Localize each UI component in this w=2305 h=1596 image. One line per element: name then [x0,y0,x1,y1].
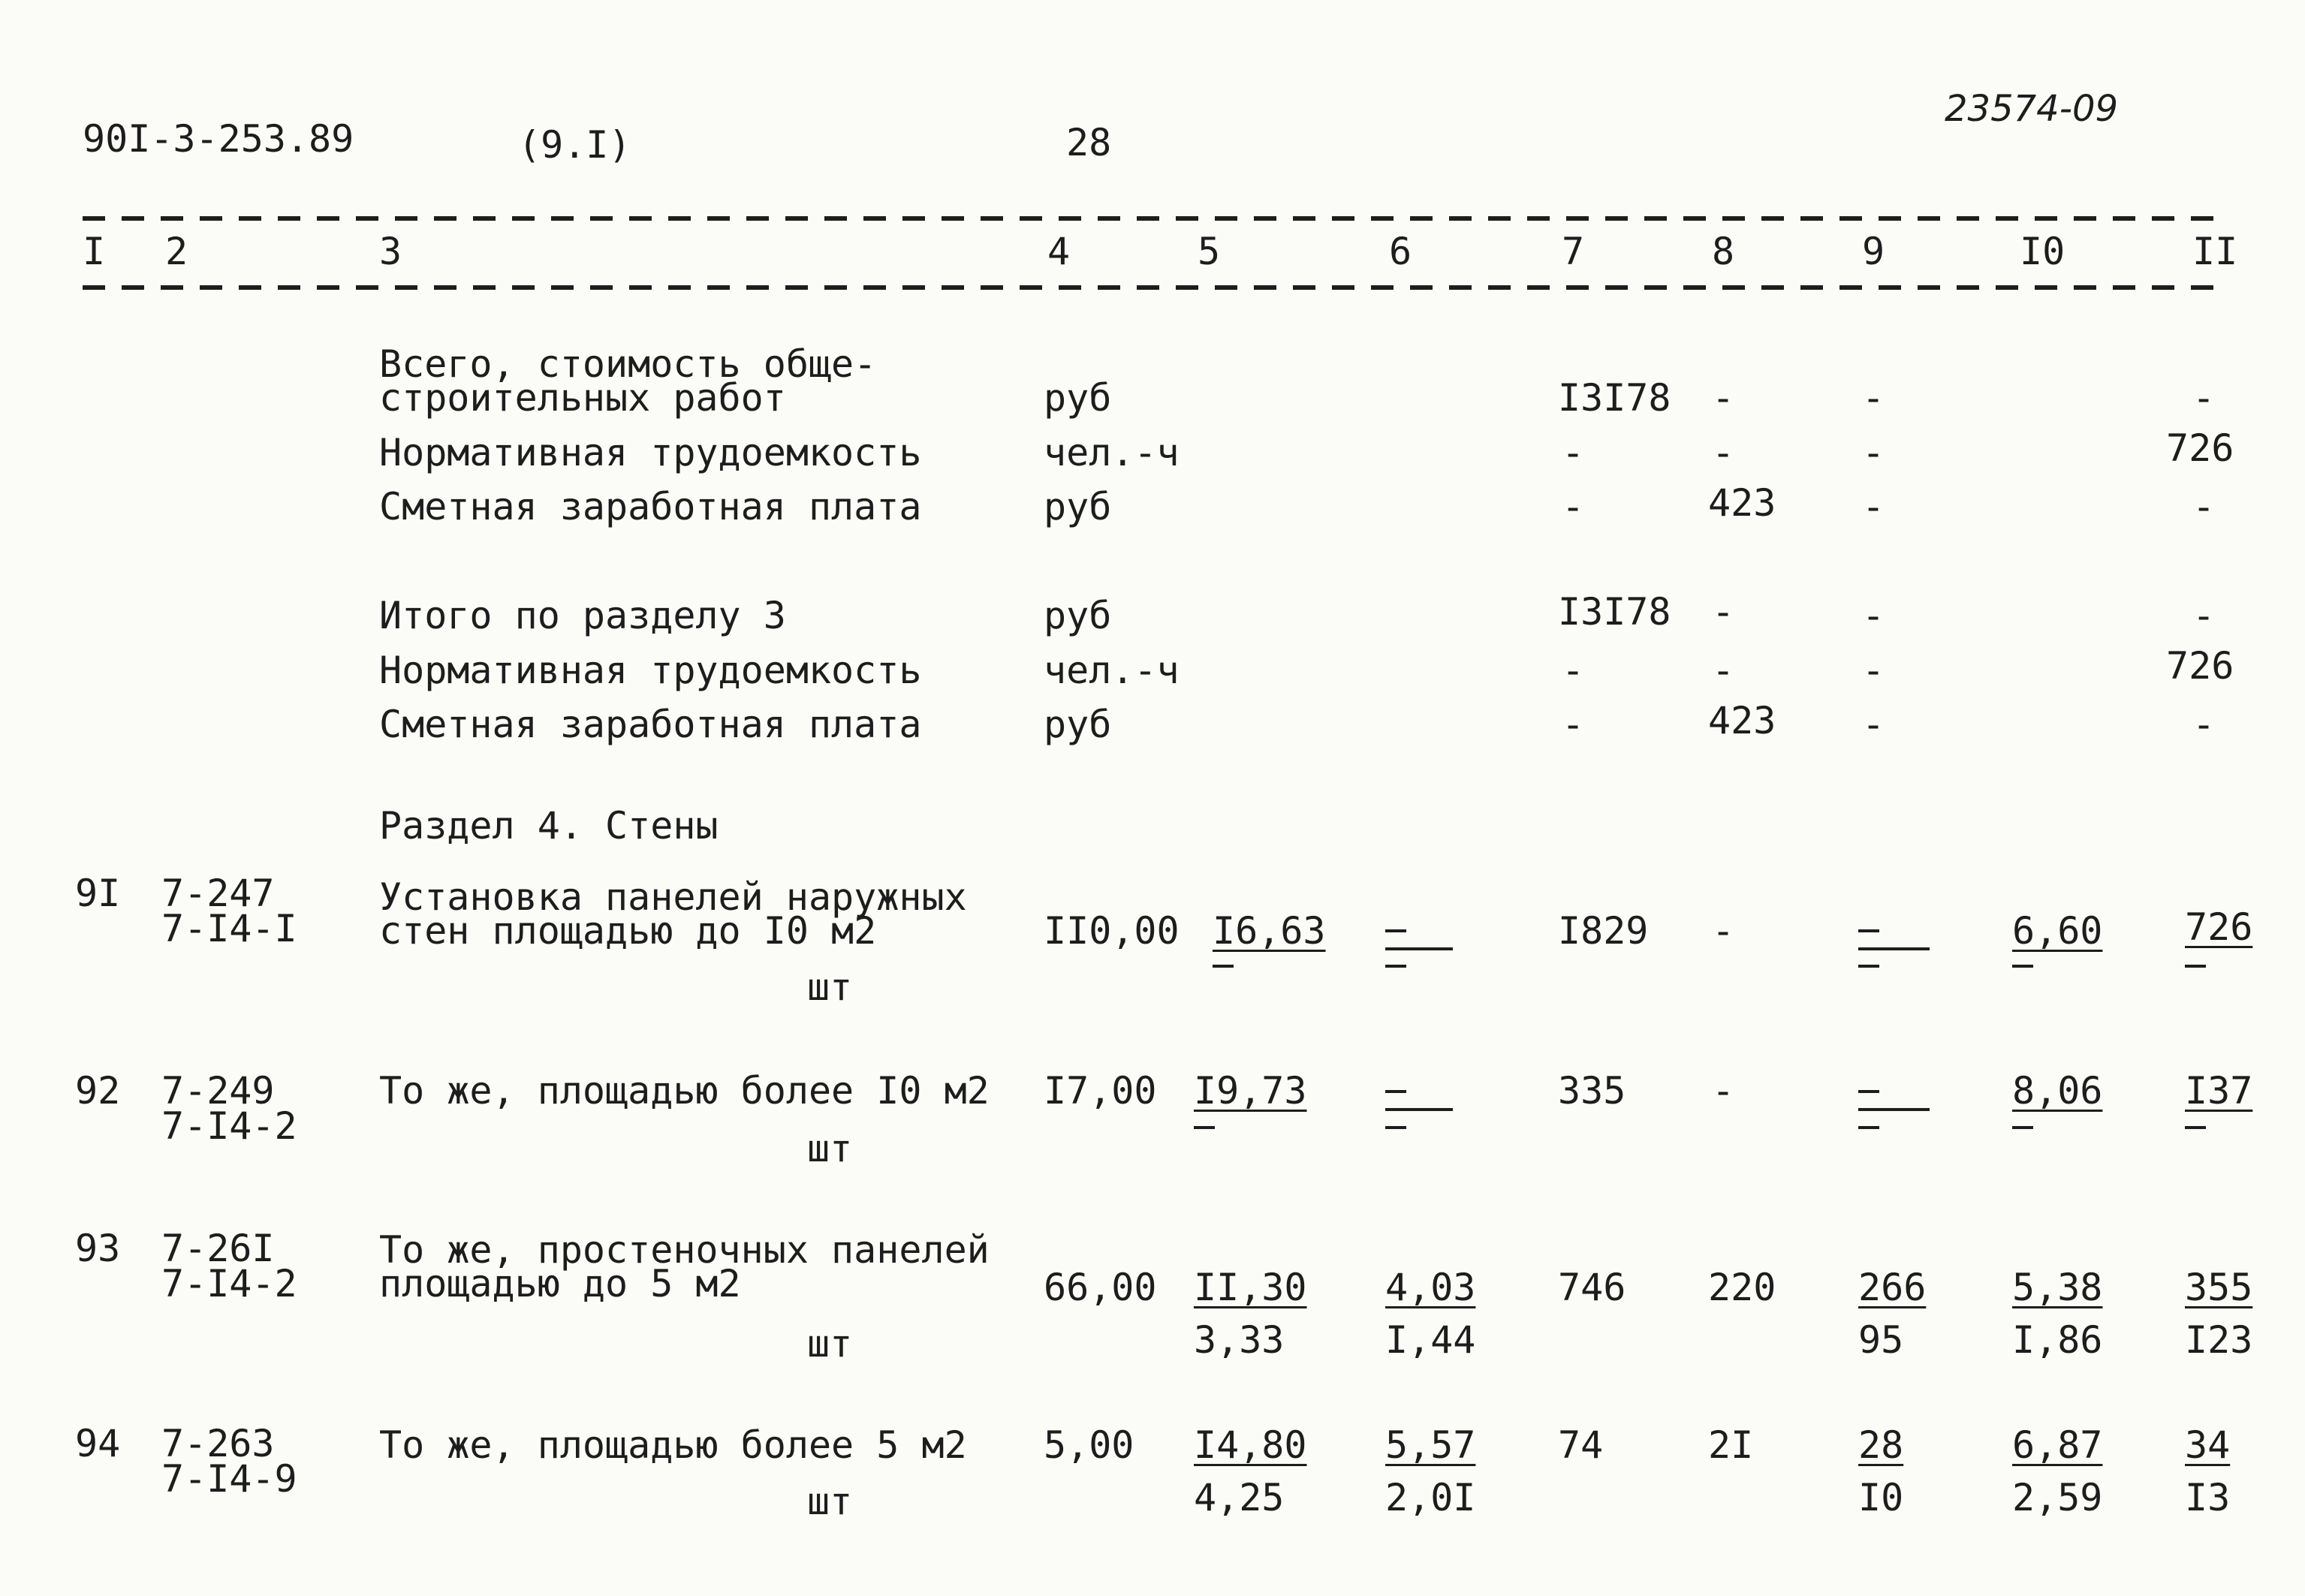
row-c9: 28 [1858,1423,1904,1467]
wage-c9: - [1862,485,1885,528]
wage2-c9: - [1862,703,1885,746]
row-c7: I829 [1558,909,1649,953]
col-7: 7 [1562,230,1585,273]
row-c9: 266 [1858,1266,1927,1309]
row-c7: 74 [1558,1423,1604,1467]
row-c5-dash [1213,965,1234,968]
labor-c8: - [1712,431,1735,474]
row-c7: 746 [1558,1266,1626,1309]
row-unit: шт [807,965,853,1009]
labor2-unit: чел.-ч [1044,649,1180,692]
row-c6: 5,57 [1385,1423,1476,1467]
wage-c8: 423 [1708,481,1776,525]
labor2-c7: - [1562,649,1585,692]
row-c5-wage: 3,33 [1194,1318,1285,1362]
labor-label: Нормативная трудоемкость [379,431,922,474]
row-unit: шт [807,1322,853,1366]
summary-title-line2: строительных работ [379,376,786,420]
col-11: II [2192,230,2238,273]
row-c9-dash2 [1858,1126,1879,1129]
row-c11-wage: I23 [2185,1318,2253,1362]
summary2-title: Итого по разделу 3 [379,594,786,637]
row-c11-dash [2185,965,2206,968]
summary2-cost: I3I78 [1558,590,1671,634]
row-c5: I9,73 [1194,1069,1307,1113]
row-desc1: То же, площадью более I0 м2 [379,1069,990,1113]
labor2-c9: - [1862,649,1885,692]
row-c5: I4,80 [1194,1423,1307,1467]
col-1: I [83,230,106,273]
row-qty: II0,00 [1044,909,1180,953]
row-unit: шт [807,1480,853,1523]
row-c9-dash2 [1858,965,1879,968]
summary2-c8: - [1712,590,1735,634]
labor-unit: чел.-ч [1044,431,1180,474]
row-code2: 7-I4-I [161,907,297,950]
summary-cost: I3I78 [1558,376,1671,420]
doc-code: 90I-3-253.89 [83,117,354,161]
row-c6: 4,03 [1385,1266,1476,1309]
row-c5-wage: 4,25 [1194,1476,1285,1519]
wage2-c8: 423 [1708,699,1776,742]
summary-c9: - [1862,376,1885,420]
row-c8: 220 [1708,1266,1776,1309]
col-5: 5 [1198,230,1221,273]
row-c6-rule [1385,1108,1453,1111]
row-c9-dash [1858,929,1879,932]
row-code1: 7-247 [161,872,275,915]
header-rule-top [83,216,2230,221]
row-c11-wage: I3 [2185,1476,2231,1519]
row-c11: I37 [2185,1069,2253,1113]
row-desc2: площадью до 5 м2 [379,1262,741,1305]
row-desc1: То же, площадью более 5 м2 [379,1423,967,1467]
row-c6-rule [1385,947,1453,950]
row-c10-dash [2012,1126,2033,1129]
row-c9-wage: I0 [1858,1476,1904,1519]
row-desc1: То же, простеночных панелей [379,1228,990,1272]
summary-c8: - [1712,376,1735,420]
row-c9-dash [1858,1090,1879,1093]
row-number: 9I [75,872,121,915]
row-c6-dash [1385,1090,1406,1093]
page-number: 28 [1066,121,1112,164]
row-c8: - [1712,909,1735,953]
row-number: 93 [75,1227,121,1270]
row-c5: I6,63 [1213,909,1326,953]
row-unit: шт [807,1127,853,1170]
row-c7: 335 [1558,1069,1626,1113]
summary2-unit: руб [1044,594,1112,637]
summary-unit: руб [1044,376,1112,420]
col-9: 9 [1862,230,1885,273]
labor-c11: 726 [2166,426,2234,470]
row-code1: 7-26I [161,1227,275,1270]
row-c9-rule [1858,1108,1930,1111]
labor-c9: - [1862,431,1885,474]
row-c6-wage: I,44 [1385,1318,1476,1362]
wage2-c7: - [1562,703,1585,746]
row-c11: 726 [2185,905,2253,949]
row-c6-dash2 [1385,1126,1406,1129]
section-title: Раздел 4. Стены [379,804,719,848]
row-qty: I7,00 [1044,1069,1157,1113]
row-c10: 5,38 [2012,1266,2103,1309]
labor2-c8: - [1712,649,1735,692]
col-4: 4 [1047,230,1071,273]
row-c10-wage: I,86 [2012,1318,2103,1362]
row-c8: 2I [1708,1423,1754,1467]
archive-number: 23574-09 [1945,88,2119,130]
labor2-label: Нормативная трудоемкость [379,649,922,692]
labor2-c11: 726 [2166,644,2234,688]
row-c11: 34 [2185,1423,2231,1467]
row-qty: 66,00 [1044,1266,1157,1309]
wage-unit: руб [1044,485,1112,528]
col-8: 8 [1712,230,1735,273]
summary-title-line1: Всего, стоимость обще- [379,342,877,386]
row-code1: 7-249 [161,1069,275,1113]
wage2-c11: - [2192,703,2216,746]
summary2-c9: - [1862,594,1885,637]
summary-c11: - [2192,376,2216,420]
col-2: 2 [165,230,188,273]
row-c5: II,30 [1194,1266,1307,1309]
row-c5-dash [1194,1126,1215,1129]
row-c6-wage: 2,0I [1385,1476,1476,1519]
col-3: 3 [379,230,402,273]
row-code2: 7-I4-9 [161,1457,297,1501]
row-qty: 5,00 [1044,1423,1134,1467]
row-code2: 7-I4-2 [161,1262,297,1305]
row-c10: 6,60 [2012,909,2103,953]
wage-label: Сметная заработная плата [379,485,922,528]
section-number: (9.I) [518,123,631,167]
row-code2: 7-I4-2 [161,1104,297,1148]
row-c9-rule [1858,947,1930,950]
wage2-label: Сметная заработная плата [379,703,922,746]
row-c6-dash2 [1385,965,1406,968]
row-c10-dash [2012,965,2033,968]
row-c9-wage: 95 [1858,1318,1904,1362]
col-6: 6 [1389,230,1412,273]
col-10: I0 [2020,230,2065,273]
row-desc1: Установка панелей наружных [379,875,967,919]
row-number: 94 [75,1422,121,1465]
wage-c7: - [1562,485,1585,528]
wage2-unit: руб [1044,703,1112,746]
labor-c7: - [1562,431,1585,474]
row-c11: 355 [2185,1266,2253,1309]
row-c10: 8,06 [2012,1069,2103,1113]
row-c10-wage: 2,59 [2012,1476,2103,1519]
summary2-c11: - [2192,594,2216,637]
wage-c11: - [2192,485,2216,528]
row-c11-dash [2185,1126,2206,1129]
header-rule-bottom [83,285,2230,290]
row-desc2: стен площадью до I0 м2 [379,909,877,953]
row-number: 92 [75,1069,121,1113]
row-c10: 6,87 [2012,1423,2103,1467]
row-c6-dash [1385,929,1406,932]
row-code1: 7-263 [161,1422,275,1465]
row-c8: - [1712,1069,1735,1113]
